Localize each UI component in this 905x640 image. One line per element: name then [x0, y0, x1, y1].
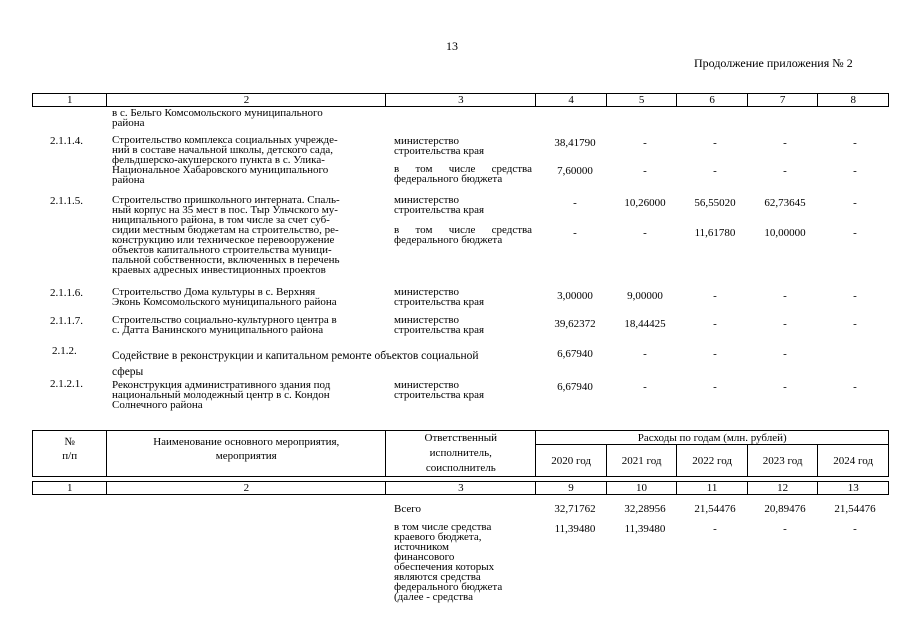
row-executor: Всего: [394, 503, 421, 515]
row-number: 2.1.2.1.: [50, 378, 83, 390]
value-cell: -: [713, 348, 717, 360]
column-number-header-top: [32, 93, 889, 107]
value-cell: -: [713, 523, 717, 535]
col-num-cell: 8: [818, 94, 889, 107]
value-cell: -: [853, 523, 857, 535]
value-cell: -: [643, 381, 647, 393]
expenses-table-header: [32, 430, 889, 477]
value-cell: -: [713, 137, 717, 149]
row-executor: в том числе средства краевого бюджета, источником финансового обеспечения которых являются средства федерального бюджета (далее - средства: [394, 521, 503, 603]
col-num-cell: 10: [606, 482, 677, 495]
row-name: Строительство пришкольного интерната. Спаль- ный корпус на 35 мест в пос. Тыр Ульчского му- ниципального района, в том числе за счет суб- сидии местным бюджетам на строительство, ре- конструкцию или техническое перевооружение объектов капитального строительства муници- пальной собственности, включенных в перечень краевых адресных инвестиционных проектов: [112, 194, 340, 276]
header-name: Наименование основного мероприятия, мероприятия: [107, 431, 386, 477]
row-name: Содействие в реконструкции и капитальном ремонте объектов социальной сферы: [112, 350, 479, 378]
header-year: 2021 год: [606, 445, 677, 477]
page-number: 13: [446, 39, 458, 53]
row-executor: министерство строительства края: [394, 379, 485, 401]
row-executor: министерство строительства края: [394, 194, 485, 216]
col-num-cell: 4: [536, 94, 607, 107]
value-cell: 21,54476: [694, 503, 736, 515]
header-year: 2023 год: [747, 445, 818, 477]
header-num: № п/п: [33, 431, 107, 477]
value-cell: -: [853, 318, 857, 330]
value-cell: 56,55020: [694, 197, 736, 209]
value-cell: 32,71762: [554, 503, 596, 515]
value-cell: 20,89476: [764, 503, 806, 515]
value-cell: -: [853, 197, 857, 209]
row-number: 2.1.1.4.: [50, 135, 83, 147]
col-num-cell: 13: [818, 482, 889, 495]
value-cell: 38,41790: [554, 137, 596, 149]
row-number: 2.1.1.5.: [50, 195, 83, 207]
value-cell: -: [643, 165, 647, 177]
value-cell: -: [783, 290, 787, 302]
header-expenses: Расходы по годам (млн. рублей): [536, 431, 889, 445]
row-name: Строительство комплекса социальных учрежде- ний в составе начальной школы, детского сада, фельдшерско-акушерского пункта в с. Улика- Национальное Хабаровского муниципального района: [112, 134, 338, 186]
value-cell: 62,73645: [764, 197, 806, 209]
value-cell: 39,62372: [554, 318, 596, 330]
value-cell: -: [783, 318, 787, 330]
header-year: 2022 год: [677, 445, 748, 477]
row-executor: министерство строительства края: [394, 286, 485, 308]
row-executor-federal: в том числе средства федерального бюджета: [394, 163, 532, 185]
value-cell: 11,39480: [624, 523, 666, 535]
row-name: в с. Бельго Комсомольского муниципального района: [112, 107, 323, 129]
value-cell: 11,61780: [694, 227, 736, 239]
row-name: Строительство социально-культурного центра в с. Датта Ванинского муниципального района: [112, 314, 337, 336]
col-num-cell: 12: [747, 482, 818, 495]
row-executor: министерство строительства края: [394, 314, 485, 336]
value-cell: 32,28956: [624, 503, 666, 515]
row-name: Строительство Дома культуры в с. Верхняя Эконь Комсомольского муниципального района: [112, 286, 337, 308]
value-cell: 3,00000: [557, 290, 593, 302]
row-number: 2.1.1.7.: [50, 315, 83, 327]
value-cell: 6,67940: [557, 381, 593, 393]
header-executor: Ответственный исполнитель, соисполнитель: [386, 431, 536, 477]
header-year: 2024 год: [818, 445, 889, 477]
value-cell: -: [853, 137, 857, 149]
value-cell: -: [713, 290, 717, 302]
col-num-cell: 7: [747, 94, 818, 107]
value-cell: 10,00000: [764, 227, 806, 239]
value-cell: 6,67940: [557, 348, 593, 360]
value-cell: -: [643, 137, 647, 149]
value-cell: -: [573, 227, 577, 239]
value-cell: -: [853, 381, 857, 393]
row-name: Реконструкция административного здания под национальный молодежный центр в с. Кондон Солнечного района: [112, 379, 331, 411]
value-cell: -: [853, 165, 857, 177]
col-num-cell: 5: [606, 94, 677, 107]
col-num-cell: 6: [677, 94, 748, 107]
value-cell: 9,00000: [627, 290, 663, 302]
value-cell: -: [783, 523, 787, 535]
value-cell: -: [643, 348, 647, 360]
value-cell: 7,60000: [557, 165, 593, 177]
continuation-label: Продолжение приложения № 2: [694, 56, 853, 70]
value-cell: -: [783, 381, 787, 393]
col-num-cell: 9: [536, 482, 607, 495]
value-cell: -: [713, 165, 717, 177]
value-cell: -: [783, 348, 787, 360]
row-executor: министерство строительства края: [394, 135, 485, 157]
value-cell: -: [713, 318, 717, 330]
col-num-cell: 3: [386, 94, 536, 107]
col-num-cell: 3: [386, 482, 536, 495]
value-cell: -: [783, 137, 787, 149]
col-num-cell: 1: [33, 482, 107, 495]
value-cell: -: [853, 290, 857, 302]
row-number: 2.1.2.: [52, 345, 77, 357]
value-cell: -: [573, 197, 577, 209]
value-cell: 21,54476: [834, 503, 876, 515]
value-cell: 18,44425: [624, 318, 666, 330]
col-num-cell: 11: [677, 482, 748, 495]
header-year: 2020 год: [536, 445, 607, 477]
row-number: 2.1.1.6.: [50, 287, 83, 299]
row-executor-federal: в том числе средства федерального бюджета: [394, 224, 532, 246]
col-num-cell: 2: [107, 94, 386, 107]
value-cell: -: [643, 227, 647, 239]
col-num-cell: 2: [107, 482, 386, 495]
value-cell: 10,26000: [624, 197, 666, 209]
column-number-header-bottom: [32, 481, 889, 495]
col-num-cell: 1: [33, 94, 107, 107]
value-cell: 11,39480: [554, 523, 596, 535]
value-cell: -: [853, 227, 857, 239]
value-cell: -: [713, 381, 717, 393]
value-cell: -: [783, 165, 787, 177]
